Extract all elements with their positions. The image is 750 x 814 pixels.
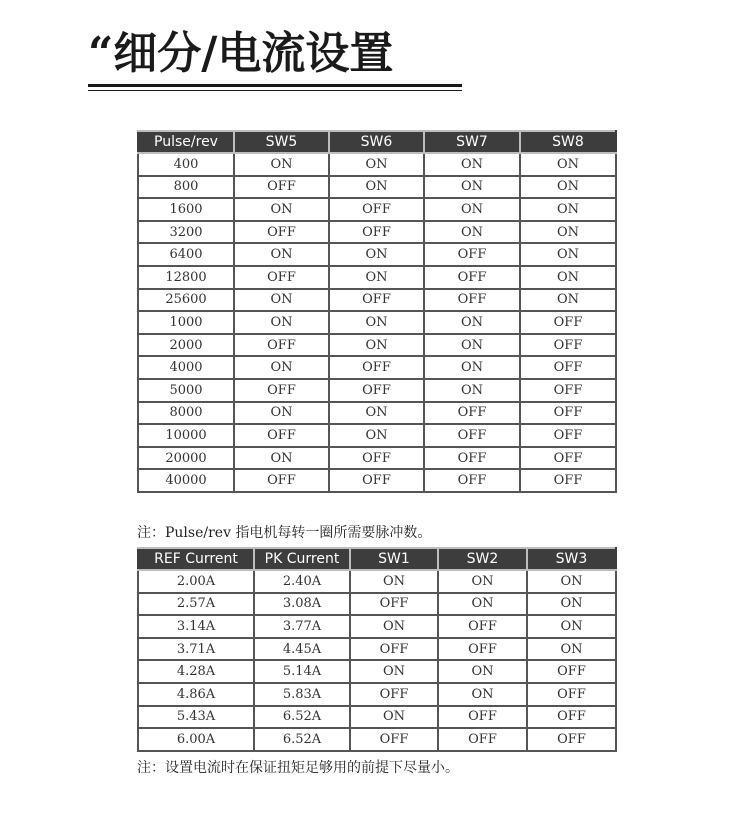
table-cell: 4000 <box>138 356 234 379</box>
table-row <box>138 660 616 683</box>
table-cell: OFF <box>234 379 329 402</box>
table-cell: 6.52A <box>254 706 350 729</box>
table-cell: OFF <box>234 334 329 357</box>
table-cell: 2000 <box>138 334 234 357</box>
table-cell: 4.86A <box>138 683 254 706</box>
table-cell: OFF <box>234 221 329 244</box>
table-cell: ON <box>424 334 520 357</box>
table-cell: ON <box>329 311 424 334</box>
table-cell: OFF <box>234 424 329 447</box>
table-cell: ON <box>350 706 438 729</box>
table-cell: OFF <box>329 379 424 402</box>
table-cell: OFF <box>329 356 424 379</box>
table-cell: 1600 <box>138 198 234 221</box>
table-cell: ON <box>520 176 616 199</box>
table-cell: 6400 <box>138 243 234 266</box>
table-cell: ON <box>234 356 329 379</box>
table-cell: ON <box>438 570 527 593</box>
table-row <box>138 356 616 379</box>
page-title: “细分/电流设置 <box>88 28 394 79</box>
table-cell: ON <box>329 243 424 266</box>
table-cell: OFF <box>520 334 616 357</box>
table-cell: OFF <box>438 706 527 729</box>
table-cell: 40000 <box>138 469 234 492</box>
table-cell: 20000 <box>138 447 234 470</box>
table-cell: 5.83A <box>254 683 350 706</box>
table-cell: ON <box>350 570 438 593</box>
table-cell: OFF <box>234 176 329 199</box>
table-cell: ON <box>424 379 520 402</box>
table-cell: 3.71A <box>138 638 254 661</box>
table-cell: ON <box>527 570 616 593</box>
table-cell: 5.14A <box>254 660 350 683</box>
table-row <box>138 198 616 221</box>
table-row <box>138 706 616 729</box>
table-cell: 10000 <box>138 424 234 447</box>
table-cell: ON <box>520 289 616 312</box>
column-header: SW5 <box>234 131 329 153</box>
column-header: SW2 <box>438 548 527 570</box>
table-cell: ON <box>424 176 520 199</box>
table-cell: 2.40A <box>254 570 350 593</box>
microstep-table-body <box>138 153 616 492</box>
table-cell: ON <box>424 356 520 379</box>
table-cell: ON <box>424 221 520 244</box>
table-cell: 6.52A <box>254 728 350 751</box>
table-cell: OFF <box>329 289 424 312</box>
table-cell: ON <box>520 198 616 221</box>
table-cell: OFF <box>234 469 329 492</box>
column-header: SW7 <box>424 131 520 153</box>
table-cell: OFF <box>424 402 520 425</box>
table-cell: ON <box>520 266 616 289</box>
table-cell: ON <box>424 153 520 176</box>
current-table-header <box>138 548 616 570</box>
column-header: Pulse/rev <box>138 131 234 153</box>
table-cell: 5000 <box>138 379 234 402</box>
table-cell: 5.43A <box>138 706 254 729</box>
table-cell: ON <box>234 311 329 334</box>
table-cell: ON <box>329 334 424 357</box>
table-cell: OFF <box>329 447 424 470</box>
column-header: REF Current <box>138 548 254 570</box>
table-cell: OFF <box>527 728 616 751</box>
table-cell: ON <box>234 289 329 312</box>
table-cell: ON <box>329 153 424 176</box>
table-cell: 6.00A <box>138 728 254 751</box>
table-row <box>138 683 616 706</box>
table-cell: 3200 <box>138 221 234 244</box>
table-cell: 800 <box>138 176 234 199</box>
table-row <box>138 266 616 289</box>
table-cell: OFF <box>438 615 527 638</box>
table-cell: OFF <box>329 198 424 221</box>
title-underline-thin <box>88 90 462 91</box>
table-row <box>138 469 616 492</box>
table-cell: OFF <box>520 311 616 334</box>
table-cell: OFF <box>350 728 438 751</box>
table-cell: OFF <box>520 469 616 492</box>
pulse-rev-note: 注：Pulse/rev 指电机每转一圈所需要脉冲数。 <box>137 525 432 541</box>
table-cell: OFF <box>329 469 424 492</box>
table-cell: ON <box>234 243 329 266</box>
column-header: SW1 <box>350 548 438 570</box>
header-row <box>138 131 616 153</box>
table-row <box>138 311 616 334</box>
table-cell: ON <box>234 402 329 425</box>
table-cell: 12800 <box>138 266 234 289</box>
table-row <box>138 153 616 176</box>
table-cell: OFF <box>424 469 520 492</box>
microstep-table <box>137 130 617 493</box>
table-cell: 8000 <box>138 402 234 425</box>
microstep-table-header <box>138 131 616 153</box>
table-cell: 3.08A <box>254 593 350 616</box>
table-cell: OFF <box>527 706 616 729</box>
table-cell: ON <box>350 615 438 638</box>
column-header: SW3 <box>527 548 616 570</box>
table-row <box>138 593 616 616</box>
table-cell: ON <box>527 638 616 661</box>
table-cell: ON <box>329 266 424 289</box>
table-cell: ON <box>424 311 520 334</box>
current-table-body <box>138 570 616 751</box>
table-row <box>138 424 616 447</box>
table-cell: OFF <box>520 424 616 447</box>
table-row <box>138 334 616 357</box>
table-cell: OFF <box>350 683 438 706</box>
table-cell: OFF <box>520 447 616 470</box>
table-cell: ON <box>329 402 424 425</box>
table-row <box>138 447 616 470</box>
table-cell: OFF <box>350 593 438 616</box>
table-row <box>138 728 616 751</box>
table-cell: OFF <box>350 638 438 661</box>
table-cell: 4.45A <box>254 638 350 661</box>
table-cell: OFF <box>329 221 424 244</box>
table-row <box>138 289 616 312</box>
table-row <box>138 243 616 266</box>
table-cell: ON <box>438 593 527 616</box>
table-cell: 2.57A <box>138 593 254 616</box>
table-cell: ON <box>329 176 424 199</box>
table-row <box>138 176 616 199</box>
current-setting-note: 注：设置电流时在保证扭矩足够用的前提下尽量小。 <box>137 760 459 776</box>
table-cell: OFF <box>424 243 520 266</box>
current-table <box>137 547 617 752</box>
table-cell: OFF <box>424 424 520 447</box>
table-cell: ON <box>438 683 527 706</box>
table-cell: ON <box>234 153 329 176</box>
table-cell: ON <box>234 198 329 221</box>
title-underline <box>88 84 462 87</box>
table-cell: 400 <box>138 153 234 176</box>
table-cell: OFF <box>424 447 520 470</box>
table-cell: ON <box>438 660 527 683</box>
column-header: SW6 <box>329 131 424 153</box>
table-row <box>138 221 616 244</box>
table-row <box>138 379 616 402</box>
table-cell: ON <box>520 153 616 176</box>
table-cell: OFF <box>438 638 527 661</box>
table-row <box>138 402 616 425</box>
table-cell: ON <box>527 593 616 616</box>
table-cell: OFF <box>424 289 520 312</box>
table-cell: 3.77A <box>254 615 350 638</box>
table-cell: OFF <box>438 728 527 751</box>
table-cell: OFF <box>520 402 616 425</box>
table-cell: ON <box>424 198 520 221</box>
table-cell: 25600 <box>138 289 234 312</box>
table-row <box>138 638 616 661</box>
table-row <box>138 570 616 593</box>
table-cell: OFF <box>520 379 616 402</box>
table-row <box>138 615 616 638</box>
table-cell: ON <box>350 660 438 683</box>
table-cell: ON <box>527 615 616 638</box>
column-header: SW8 <box>520 131 616 153</box>
column-header: PK Current <box>254 548 350 570</box>
table-cell: 1000 <box>138 311 234 334</box>
table-cell: OFF <box>527 683 616 706</box>
table-cell: ON <box>234 447 329 470</box>
table-cell: OFF <box>527 660 616 683</box>
table-cell: OFF <box>520 356 616 379</box>
table-cell: ON <box>520 243 616 266</box>
table-cell: ON <box>329 424 424 447</box>
table-cell: 3.14A <box>138 615 254 638</box>
table-cell: 4.28A <box>138 660 254 683</box>
table-cell: 2.00A <box>138 570 254 593</box>
table-cell: ON <box>520 221 616 244</box>
table-cell: OFF <box>424 266 520 289</box>
header-row <box>138 548 616 570</box>
table-cell: OFF <box>234 266 329 289</box>
